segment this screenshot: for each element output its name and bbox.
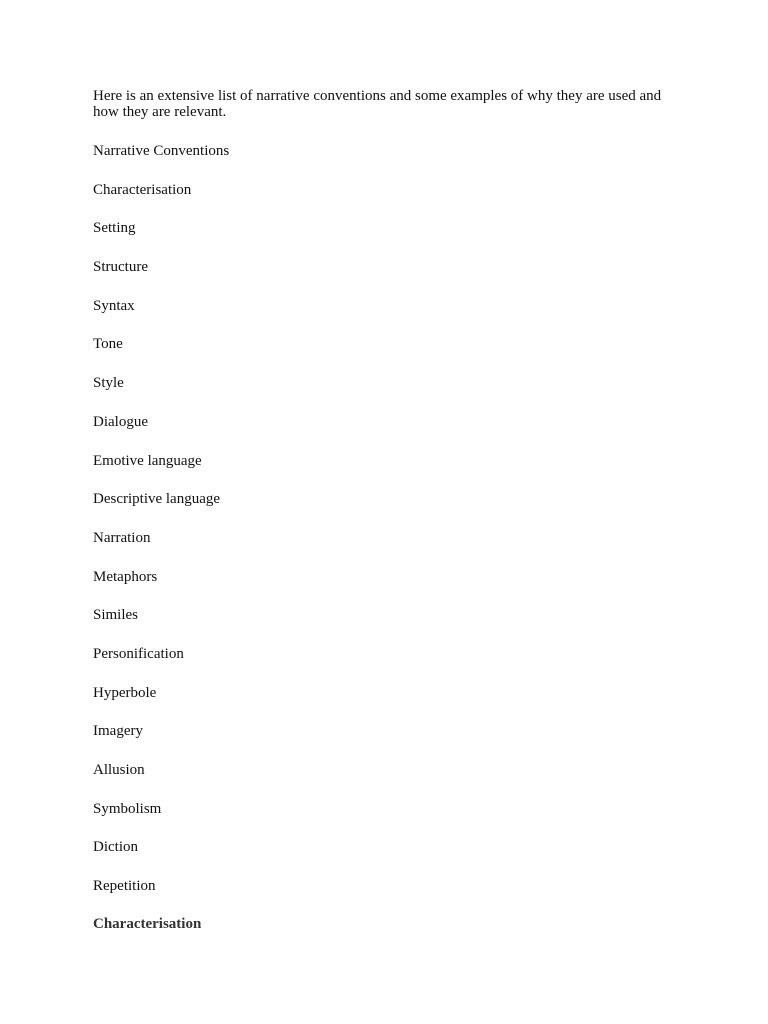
list-item: Diction [93,839,138,856]
conventions-list [93,143,229,917]
list-item: Emotive language [93,452,202,469]
list-item: Structure [93,259,148,276]
list-item: Syntax [93,297,135,314]
list-item: Setting [93,220,136,237]
list-item: Tone [93,336,123,353]
list-item: Dialogue [93,413,148,430]
list-item: Repetition [93,878,156,895]
list-item: Narration [93,529,151,546]
list-item: Narrative Conventions [93,143,230,159]
intro-paragraph: Here is an extensive list of narrative conventions and some examples of why they are used and how they are relevant. [93,88,662,120]
list-item: Metaphors [93,568,158,585]
list-item: Characterisation [93,181,192,198]
section-heading: Characterisation [93,916,202,932]
list-item: Similes [93,607,139,624]
list-item: Symbolism [93,800,162,817]
list-item: Descriptive language [93,491,221,508]
list-item: Hyperbole [93,684,157,701]
list-item: Personification [93,645,184,662]
list-item: Imagery [93,723,143,740]
list-item: Style [93,375,124,392]
list-item: Allusion [93,762,145,778]
